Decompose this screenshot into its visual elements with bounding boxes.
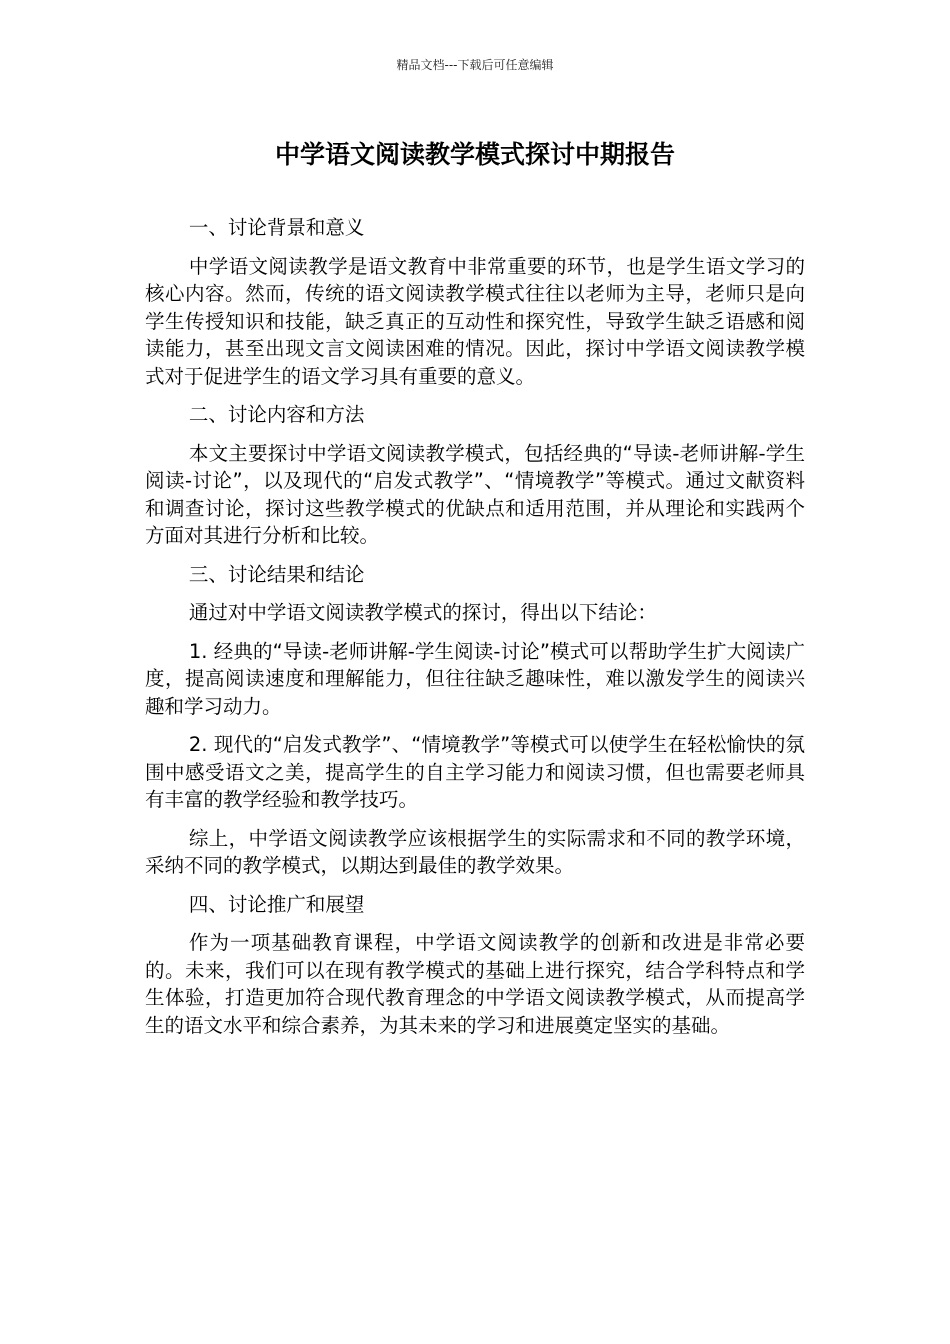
conclusion-item-1: 1. 经典的“导读-老师讲解-学生阅读-讨论”模式可以帮助学生扩大阅读广度，提高阅读速度和理解能力，但往往缺乏趣味性，难以激发学生的阅读兴趣和学习动力。 — [145, 639, 805, 718]
paragraph: 通过对中学语文阅读教学模式的探讨，得出以下结论： — [188, 601, 657, 624]
header-note: 精品文档---下载后可任意编辑 — [396, 58, 554, 72]
document-title: 中学语文阅读教学模式探讨中期报告 — [274, 140, 675, 169]
section-heading-results: 三、讨论结果和结论 — [188, 562, 365, 586]
section-heading-outlook: 四、讨论推广和展望 — [188, 892, 365, 916]
paragraph: 作为一项基础教育课程，中学语文阅读教学的创新和改进是非常必要的。未来，我们可以在现有教学模式的基础上进行探究，结合学科特点和学生体验，打造更加符合现代教育理念的中学语文阅读教学模式，从而提高学生的语文水平和综合素养，为其未来的学习和进展奠定坚实的基础。 — [145, 931, 805, 1037]
paragraph: 中学语文阅读教学是语文教育中非常重要的环节，也是学生语文学习的核心内容。然而，传统的语文阅读教学模式往往以老师为主导，老师只是向学生传授知识和技能，缺乏真正的互动性和探究性，导致学生缺乏语感和阅读能力，甚至出现文言文阅读困难的情况。因此，探讨中学语文阅读教学模式对于促进学生的语文学习具有重要的意义。 — [145, 254, 805, 388]
section-heading-background: 一、讨论背景和意义 — [188, 216, 365, 239]
paragraph: 综上，中学语文阅读教学应该根据学生的实际需求和不同的教学环境，采纳不同的教学模式，以期达到最佳的教学效果。 — [145, 826, 805, 877]
document-body — [145, 214, 805, 1050]
section-heading-content-method: 二、讨论内容和方法 — [188, 403, 365, 426]
paragraph: 本文主要探讨中学语文阅读教学模式，包括经典的“导读-老师讲解-学生阅读-讨论”，以及现代的“启发式教学”、“情境教学”等模式。通过文献资料和调查讨论，探讨这些教学模式的优缺点和适用范围，并从理论和实践两个方面对其进行分析和比较。 — [145, 441, 805, 547]
conclusion-item-2: 2. 现代的“启发式教学”、“情境教学”等模式可以使学生在轻松愉快的氛围中感受语文之美，提高学生的自主学习能力和阅读习惯，但也需要老师具有丰富的教学经验和教学技巧。 — [145, 733, 805, 811]
